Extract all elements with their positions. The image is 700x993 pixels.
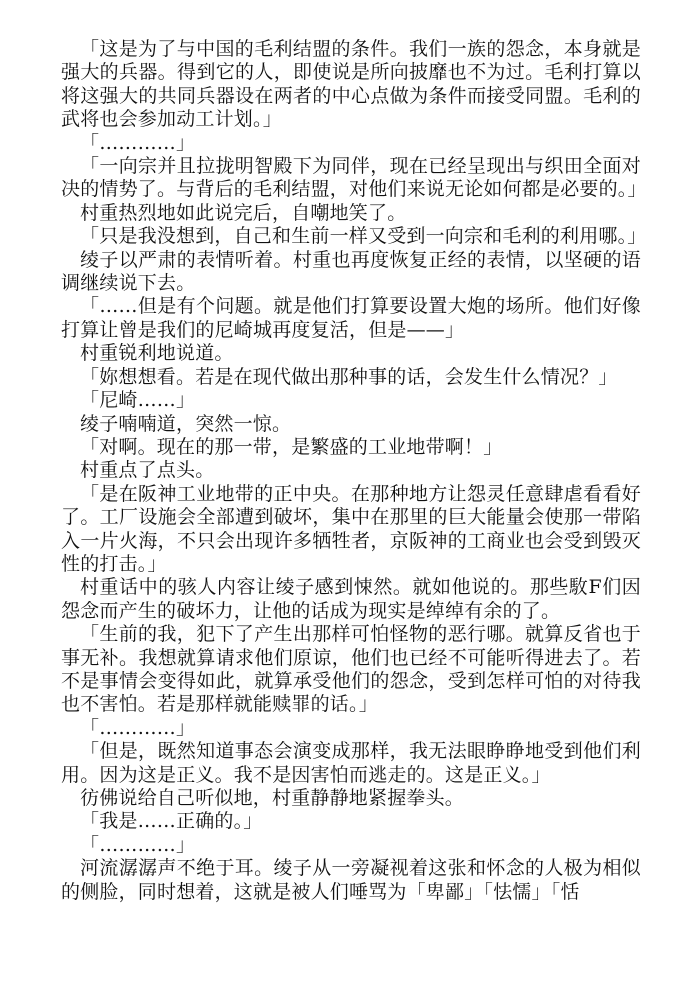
paragraph: 「尼崎……」 (80, 389, 196, 412)
paragraph: 「生前的我，犯下了产生出那样可怕怪物的恶行哪。就算反省也于事无补。我想就算请求他们原谅，他们也已经不可能听得进去了。若不是事情会变得如此，就算承受他们的怨念，受到怎样可怕的对待我也不害怕。若是那样就能赎罪的话。」 (61, 623, 641, 716)
paragraph: 绫子喃喃道，突然一惊。 (80, 412, 292, 435)
paragraph: 「只是我没想到，自己和生前一样又受到一向宗和毛利的利用哪。」 (80, 225, 647, 248)
paragraph: 绫子以严肃的表情听着。村重也再度恢复正经的表情，以坚硬的语调继续说下去。 (61, 248, 641, 295)
paragraph: 「是在阪神工业地带的正中央。在那种地方让怨灵任意肆虐看看好了。工厂设施会全部遭到破坏，集中在那里的巨大能量会使那一带陷入一片火海，不只会出现许多牺牲者，京阪神的工商业也会受到毁灭性的打击。」 (61, 482, 641, 575)
paragraph: 彷佛说给自己听似地，村重静静地紧握拳头。 (80, 787, 465, 809)
paragraph: 村重话中的骇人内容让绫子感到悚然。就如他说的。那些駇F们因怨念而产生的破坏力，让他的话成为现实是绰绰有余的了。 (61, 576, 641, 622)
paragraph: 「我是……正确的。」 (80, 810, 263, 833)
paragraph: 「这是为了与中国的毛利结盟的条件。我们一族的怨念，本身就是强大的兵器。得到它的人，即使说是所向披靡也不为过。毛利打算以将这强大的共同兵器设在两者的中心点做为条件而接受同盟。毛利的武将也会参加动工计划。」 (61, 38, 641, 131)
paragraph: 「但是，既然知道事态会演变成那样，我无法眼睁睁地受到他们利用。因为这是正义。我不是因害怕而逃走的。这是正义。」 (61, 740, 641, 786)
paragraph: 「一向宗并且拉拢明智殿下为同伴，现在已经呈现出与织田全面对决的情势了。与背后的毛利结盟，对他们来说无论如何都是必要的。」 (61, 155, 647, 201)
paragraph: 「…………」 (80, 833, 196, 856)
paragraph: 村重锐利地说道。 (80, 342, 234, 365)
paragraph: 「妳想想看。若是在现代做出那种事的话，会发生什么情况？」 (80, 365, 618, 388)
paragraph: 「……但是有个问题。就是他们打算要设置大炮的场所。他们好像打算让曾是我们的尼崎城再度复活，但是——」 (61, 295, 641, 341)
document-page (61, 38, 647, 904)
paragraph: 村重热烈地如此说完后，自嘲地笑了。 (80, 201, 407, 224)
paragraph: 「…………」 (80, 131, 196, 154)
paragraph: 村重点了点头。 (80, 459, 215, 482)
paragraph: 河流潺潺声不绝于耳。绫子从一旁凝视着这张和怀念的人极为相似的侧脸，同时想着，这就是被人们唾骂为「卑鄙」「怯懦」「恬 (61, 857, 641, 903)
paragraph: 「对啊。现在的那一带，是繁盛的工业地带啊！」 (80, 435, 503, 458)
paragraph: 「…………」 (80, 716, 196, 739)
